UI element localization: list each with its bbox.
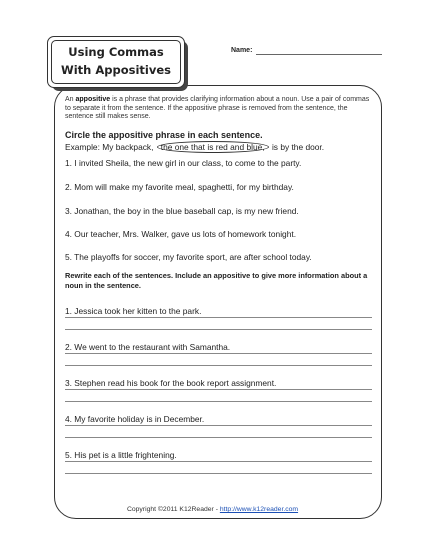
answer-line[interactable] (65, 329, 372, 330)
section2-heading: Rewrite each of the sentences. Include an appositive to give more information about a noun in the sentence. (65, 271, 368, 290)
intro-rest: is a phrase that provides clarifying information about a noun. Use a pair of commas to separate it from the sentence. If the appositive phrase is removed from the sentence, the sentence still makes sense. (65, 96, 370, 121)
answer-line[interactable] (65, 389, 372, 390)
example-before: Example: My backpack, (65, 142, 154, 152)
answer-line[interactable] (65, 437, 372, 438)
circle-sentence-4[interactable]: 4. Our teacher, Mrs. Walker, gave us lots of homework tonight. (65, 229, 297, 239)
name-label: Name: (231, 47, 253, 54)
rewrite-sentence-4: 4. My favorite holiday is in December. (65, 414, 205, 424)
rewrite-sentence-2: 2. We went to the restaurant with Samantha. (65, 342, 231, 352)
example-circled-phrase: the one that is red and blue, (157, 141, 269, 153)
answer-line[interactable] (65, 317, 372, 318)
answer-line[interactable] (65, 365, 372, 366)
title-line-1: Using Commas (68, 45, 164, 59)
title-box (47, 36, 185, 88)
answer-line[interactable] (65, 353, 372, 354)
name-field[interactable] (256, 54, 382, 55)
title-line-2: With Appositives (61, 63, 171, 77)
answer-line[interactable] (65, 425, 372, 426)
footer-copyright: Copyright ©2011 K12Reader - (126, 506, 220, 513)
rewrite-sentence-5: 5. His pet is a little frightening. (65, 450, 177, 460)
rewrite-sentence-1: 1. Jessica took her kitten to the park. (65, 306, 202, 316)
answer-line[interactable] (65, 461, 372, 462)
footer-link[interactable]: http://www.k12reader.com (219, 506, 299, 513)
example-sentence (65, 142, 324, 152)
circle-sentence-1[interactable]: 1. I invited Sheila, the new girl in our class, to come to the party. (65, 158, 302, 168)
answer-line[interactable] (65, 401, 372, 402)
intro-prefix: An (65, 96, 76, 103)
circle-sentence-5[interactable]: 5. The playoffs for soccer, my favorite sport, are after school today. (65, 252, 312, 262)
intro-text (65, 96, 371, 122)
footer (0, 506, 425, 513)
answer-line[interactable] (65, 473, 372, 474)
section1-heading: Circle the appositive phrase in each sentence. (65, 130, 263, 140)
intro-term: appositive (75, 96, 111, 103)
circle-sentence-3[interactable]: 3. Jonathan, the boy in the blue baseball cap, is my new friend. (65, 206, 299, 216)
rewrite-sentence-3: 3. Stephen read his book for the book report assignment. (65, 378, 277, 388)
circle-sentence-2[interactable]: 2. Mom will make my favorite meal, spaghetti, for my birthday. (65, 182, 294, 192)
worksheet-title (48, 43, 184, 79)
example-after: is by the door. (271, 142, 325, 152)
